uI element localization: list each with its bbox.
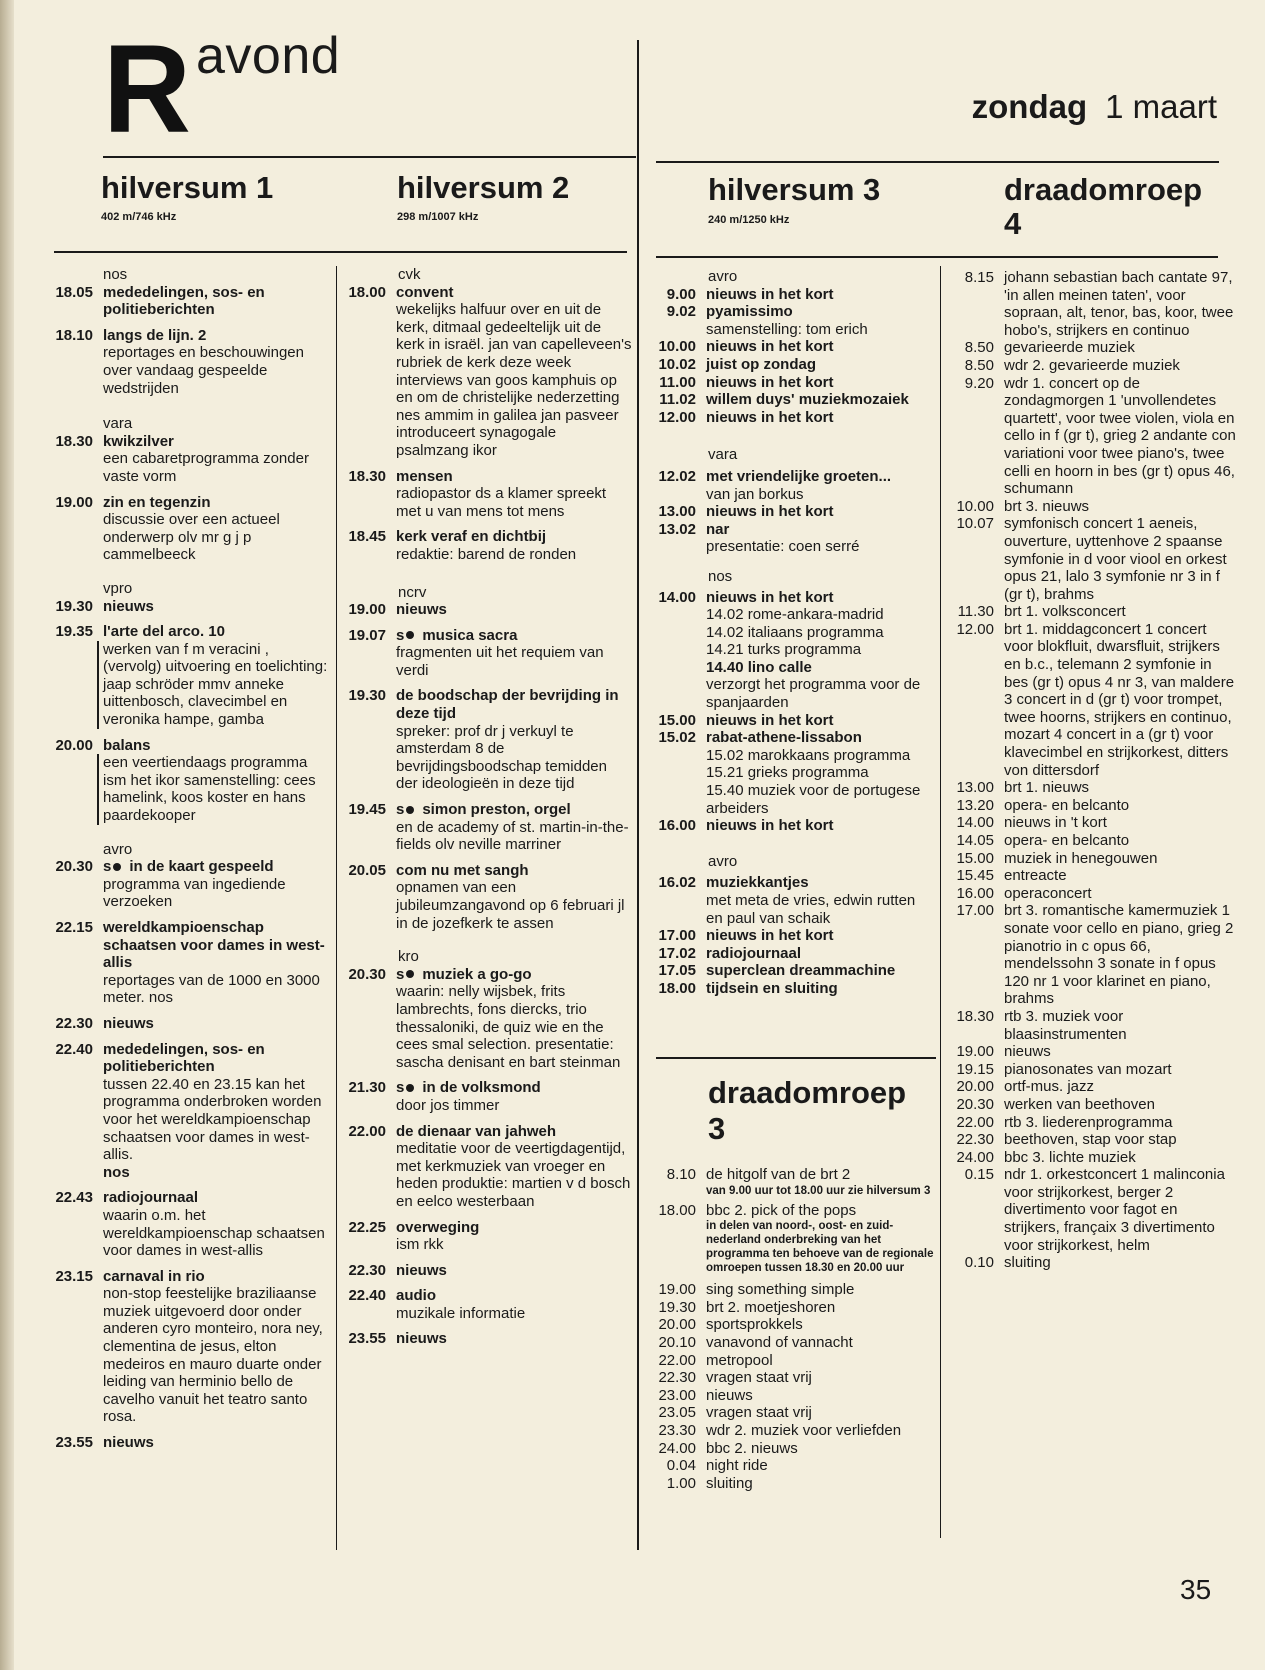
program-entry: 16.02 muziekkantjes met meta de vries, edwin rutten en paul van schaik bbox=[658, 874, 916, 927]
program-entry: 24.00 bbc 2. nieuws bbox=[658, 1439, 798, 1457]
program-entry: 18.30 kwikzilver een cabaretprogramma zonder vaste vorm bbox=[55, 432, 309, 485]
program-entry: 12.02 met vriendelijke groeten... van jan borkus bbox=[658, 467, 892, 503]
program-entry: 19.15 pianosonates van mozart bbox=[956, 1060, 1172, 1078]
program-entry: 13.00 nieuws in het kort bbox=[658, 503, 834, 521]
broadcaster: cvk bbox=[398, 266, 421, 283]
stereo-dot-icon bbox=[113, 863, 121, 871]
program-entry: 15.02 rabat-athene-lissabon 15.02 marokkaans programma 15.21 grieks programma 15.40 muziek voor de portugese arbeiders bbox=[658, 729, 921, 817]
stereo-dot-icon bbox=[406, 970, 414, 978]
program-entry: 22.00 rtb 3. liederenprogramma bbox=[956, 1113, 1173, 1131]
schedule-draadomroep-3 bbox=[656, 1166, 934, 1492]
program-entry: 20.05 com nu met sangh opnamen van een jubileumzangavond op 6 februari jl in de jozefkerk te assen bbox=[348, 861, 625, 932]
program-entry: 0.15 ndr 1. orkestconcert 1 malinconia voor strijkorkest, berger 2 divertimento voor fagot en strijkers, françaix 3 divertimento voor strijkorkest, helm bbox=[964, 1166, 1225, 1254]
program-entry: 18.30 rtb 3. muziek voor blaasinstrumenten bbox=[956, 1007, 1127, 1043]
stereo-dot-icon bbox=[406, 806, 414, 814]
program-entry: 13.00 brt 1. nieuws bbox=[956, 779, 1090, 797]
program-entry: 0.04 night ride bbox=[666, 1457, 768, 1475]
program-entry: 19.00 zin en tegenzin discussie over een actueel onderwerp olv mr g j p cammelbeeck bbox=[55, 493, 280, 564]
col-divider-1 bbox=[336, 266, 337, 1550]
station-title-hilversum-3: hilversum 3 bbox=[708, 172, 881, 207]
program-entry: 19.35 l'arte del arco. 10 werken van f m veracini , (vervolg) uitvoering en toelichting: jaap schröder mmv anneke uittenbosch, clavecimbel en veronika hampe, gamba bbox=[50, 623, 330, 729]
program-entry: 22.25 overweging ism rkk bbox=[348, 1218, 480, 1254]
program-entry: 9.02 pyamissimo samenstelling: tom erich bbox=[666, 303, 868, 338]
program-entry: 18.30 mensen radiopastor ds a klamer spreekt met u van mens tot mens bbox=[348, 467, 607, 520]
program-entry: 22.15 wereldkampioenschap schaatsen voor dames in west-allis reportages van de 1000 en 3000 meter. nos bbox=[55, 919, 325, 1007]
center-divider bbox=[637, 40, 639, 1550]
draadomroep-3-rule bbox=[656, 1057, 936, 1059]
program-entry: 22.30 vragen staat vrij bbox=[658, 1369, 812, 1387]
program-entry: 23.15 carnaval in rio non-stop feestelijke braziliaanse muziek uitgevoerd door onder anderen cyro monteiro, nora ney, clementina de jesus, elton medeiros en mauro duarte onder leiding van herminio bello de cavelho vanuit het teatro santo rosa. bbox=[55, 1267, 323, 1426]
program-entry: 18.00 tijdsein en sluiting bbox=[658, 979, 838, 997]
broadcaster: avro bbox=[708, 268, 738, 285]
program-entry: 8.50 gevarieerde muziek bbox=[964, 339, 1135, 357]
program-entry: 18.45 kerk veraf en dichtbij redaktie: barend de ronden bbox=[348, 528, 577, 563]
stereo-dot-icon bbox=[406, 1084, 414, 1092]
program-entry: 20.00 ortf-mus. jazz bbox=[956, 1078, 1095, 1096]
program-entry: 19.30 de boodschap der bevrijding in deze tijd spreker: prof dr j verkuyl te amsterdam 8 de bevrijdingsboodschap temidden der ideologieën in deze tijd bbox=[348, 687, 619, 793]
program-entry: 19.00 sing something simple bbox=[658, 1281, 855, 1299]
program-entry: 17.00 nieuws in het kort bbox=[658, 927, 834, 945]
header-rule-right bbox=[656, 256, 1218, 258]
program-entry: 22.30 beethoven, stap voor stap bbox=[956, 1131, 1177, 1149]
station-freq-hilversum-1: 402 m/746 kHz bbox=[101, 211, 177, 223]
program-entry: 17.00 brt 3. romantische kamermuziek 1 sonate voor cello en piano, grieg 2 pianotrio in c opus 66, mendelssohn 3 sonate in f opus 120 nr 1 voor klarinet en piano, brahms bbox=[956, 902, 1234, 1008]
program-entry: 16.00 nieuws in het kort bbox=[658, 817, 834, 835]
logo-letter: R bbox=[103, 40, 191, 137]
program-entry: 22.43 radiojournaal waarin o.m. het wereldkampioenschap schaatsen voor dames in west-allis bbox=[55, 1189, 325, 1260]
section-title: avond bbox=[196, 27, 341, 85]
program-entry: 17.05 superclean dreammachine bbox=[658, 962, 896, 980]
broadcaster: ncrv bbox=[398, 583, 427, 601]
program-entry: 22.30 nieuws bbox=[55, 1014, 154, 1032]
stereo-dot-icon bbox=[406, 631, 414, 639]
broadcaster: nos bbox=[708, 567, 733, 585]
program-entry: 13.02 nar presentatie: coen serré bbox=[658, 520, 860, 556]
program-entry: 17.02 radiojournaal bbox=[658, 944, 802, 962]
broadcaster: nos bbox=[103, 266, 128, 283]
program-entry: 20.30 s in de kaart gespeeld programma van ingediende verzoeken bbox=[55, 858, 286, 911]
station-title-draadomroep-3: draadomroep 3 bbox=[708, 1075, 907, 1146]
program-entry: 19.30 nieuws bbox=[55, 597, 154, 615]
broadcaster: vara bbox=[708, 446, 738, 464]
broadcaster: vpro bbox=[103, 579, 133, 597]
program-entry: 10.00 nieuws in het kort bbox=[658, 338, 834, 356]
page-date bbox=[972, 88, 1217, 126]
program-entry: 22.00 metropool bbox=[658, 1351, 773, 1369]
broadcaster: kro bbox=[398, 948, 419, 966]
schedule-hilversum-1 bbox=[50, 266, 330, 1452]
program-entry: 15.00 muziek in henegouwen bbox=[956, 849, 1158, 867]
page-number: 35 bbox=[1180, 1574, 1212, 1605]
program-entry: 19.30 brt 2. moetjeshoren bbox=[658, 1298, 836, 1316]
program-entry: 23.55 nieuws bbox=[55, 1434, 154, 1452]
station-freq-hilversum-2: 298 m/1007 kHz bbox=[397, 211, 479, 223]
r-logo-icon bbox=[103, 40, 191, 137]
program-entry: 8.50 wdr 2. gevarieerde muziek bbox=[964, 356, 1180, 374]
program-entry: 19.07 s musica sacra fragmenten uit het requiem van verdi bbox=[348, 626, 604, 679]
program-entry: 9.00 nieuws in het kort bbox=[666, 285, 834, 303]
program-entry: 18.05 mededelingen, sos- en politieberichten bbox=[55, 283, 265, 319]
date: 1 maart bbox=[1105, 88, 1217, 125]
program-entry: 23.30 wdr 2. muziek voor verliefden bbox=[658, 1421, 902, 1439]
program-entry: 24.00 bbc 3. lichte muziek bbox=[956, 1148, 1136, 1166]
program-entry: 15.00 nieuws in het kort bbox=[658, 711, 834, 729]
program-entry: 14.00 nieuws in 't kort bbox=[956, 814, 1107, 832]
day: zondag bbox=[971, 88, 1088, 125]
top-rule-left bbox=[103, 156, 636, 158]
broadcaster: avro bbox=[708, 852, 738, 870]
station-title-hilversum-1: hilversum 1 bbox=[101, 170, 274, 205]
program-entry: 20.30 s muziek a go-go waarin: nelly wijsbek, frits lambrechts, fons diercks, trio thessaloniki, de quiz wie en the cees smal selection. presentatie: sascha denisant en bart steinman bbox=[348, 965, 621, 1071]
program-entry: 22.40 audio muzikale informatie bbox=[348, 1287, 526, 1322]
program-entry: 15.45 entreacte bbox=[956, 867, 1067, 885]
program-entry: 8.10 de hitgolf van de brt 2 van 9.00 uur tot 18.00 uur zie hilversum 3 bbox=[666, 1166, 931, 1197]
program-entry: 22.00 de dienaar van jahweh meditatie voor de veertigdagentijd, met kerkmuziek van vroeger en heden produktie: martien v d bosch en eelco westerbaan bbox=[348, 1122, 631, 1210]
program-entry: 1.00 sluiting bbox=[666, 1474, 753, 1492]
program-entry: 12.00 nieuws in het kort bbox=[658, 408, 834, 426]
header-rule-left bbox=[54, 251, 627, 253]
program-entry: 18.00 convent wekelijks halfuur over en uit de kerk, ditmaal gedeeltelijk uit de kerk in israël. jan van capelleveen's rubriek de kerk deze week interviews van goos kamphuis op en om de christelijke nederzetting nes ammim in galilea jan pasveer introduceert synagogale psalmzang ikor bbox=[348, 283, 632, 459]
program-entry: 19.00 nieuws bbox=[956, 1043, 1051, 1061]
program-entry: 10.00 brt 3. nieuws bbox=[956, 497, 1090, 515]
schedule-hilversum-2 bbox=[344, 266, 632, 1348]
program-entry: 20.00 sportsprokkels bbox=[658, 1316, 803, 1334]
program-entry: 22.40 mededelingen, sos- en politieberichten tussen 22.40 en 23.15 kan het programma onderbroken worden voor het wereldkampioenschap schaatsen voor dames in west-allis. nos bbox=[55, 1040, 322, 1181]
program-entry: 20.10 vanavond of vannacht bbox=[658, 1333, 853, 1351]
col-divider-3 bbox=[940, 266, 941, 1538]
program-entry: 21.30 s in de volksmond door jos timmer bbox=[348, 1079, 541, 1114]
program-entry: 18.00 bbc 2. pick of the pops in delen van noord-, oost- en zuid-nederland onderbreking van het programma ten behoeve van de regionale omroepen tussen 18.30 en 20.00 uur bbox=[658, 1201, 934, 1275]
program-entry: 22.30 nieuws bbox=[348, 1261, 447, 1279]
program-entry: 12.00 brt 1. middagconcert 1 concert voor blokfluit, dwarsfluit, strijkers en b.c., telemann 2 symfonie in bes (gr t) opus 4 nr 3, van maldere 3 concert in d (gr t) voor trompet, twee hoorns, strijkers en continuo, mozart 4 concert in a (gr t) voor klavecimbel en strijkorkest, ditters von dittersdorf bbox=[956, 620, 1235, 779]
program-entry: 13.20 opera- en belcanto bbox=[956, 796, 1130, 814]
program-entry: 9.20 wdr 1. concert op de zondagmorgen 1 'unvollendetes quartett', voor twee violen, viola en cello in f (gr t), grieg 2 andante con variationi voor twee piano's, twee celli en hoorn in bes (gr t) opus 46, schumann bbox=[964, 374, 1236, 498]
program-entry: 20.30 werken van beethoven bbox=[956, 1095, 1155, 1113]
program-entry: 16.00 operaconcert bbox=[956, 884, 1092, 902]
top-rule-right bbox=[656, 161, 1219, 163]
page-edge bbox=[0, 0, 14, 1670]
program-entry: 23.00 nieuws bbox=[658, 1386, 753, 1404]
program-entry: 18.10 langs de lijn. 2 reportages en beschouwingen over vandaag gespeelde wedstrijden bbox=[55, 326, 304, 397]
program-entry: 23.05 vragen staat vrij bbox=[658, 1404, 812, 1422]
program-entry: 19.00 nieuws bbox=[348, 601, 447, 619]
program-entry: 19.45 s simon preston, orgel en de academy of st. martin-in-the-fields olv neville marriner bbox=[348, 801, 629, 854]
program-entry: 10.02 juist op zondag bbox=[658, 355, 816, 373]
program-entry: 14.00 nieuws in het kort 14.02 rome-ankara-madrid 14.02 italiaans programma 14.21 turks programma 14.40 lino calle verzorgt het programma voor de spanjaarden bbox=[658, 588, 921, 712]
program-entry: 11.00 nieuws in het kort bbox=[659, 373, 834, 391]
schedule-draadomroep-4 bbox=[946, 269, 1236, 1272]
program-entry: 11.02 willem duys' muziekmozaiek bbox=[659, 391, 909, 409]
station-freq-hilversum-3: 240 m/1250 kHz bbox=[708, 214, 790, 226]
program-entry: 20.00 balans een veertiendaags programma ism het ikor samenstelling: cees hamelink, koos koster en hans paardekooper bbox=[50, 737, 330, 825]
program-entry: 14.05 opera- en belcanto bbox=[956, 832, 1130, 849]
program-entry: 10.07 symfonisch concert 1 aeneis, ouverture, uyttenhove 2 spaanse symfonie in d voor viool en orkest opus 21, lalo 3 symfonie nr 3 in f (gr t), brahms bbox=[956, 515, 1227, 603]
program-entry: 0.10 sluiting bbox=[964, 1254, 1051, 1272]
broadcaster: vara bbox=[103, 415, 133, 433]
broadcaster: avro bbox=[103, 840, 133, 858]
program-entry: 23.55 nieuws bbox=[348, 1330, 447, 1348]
schedule-hilversum-3 bbox=[656, 268, 934, 998]
program-entry: 11.30 brt 1. volksconcert bbox=[957, 603, 1126, 621]
station-title-draadomroep-4: draadomroep 4 bbox=[1004, 172, 1203, 241]
program-entry: 8.15 johann sebastian bach cantate 97, 'in allen meinen taten', voor sopraan, alt, tenor, bas, koor, twee hobo's, strijkers en continuo bbox=[964, 269, 1234, 339]
station-title-hilversum-2: hilversum 2 bbox=[397, 170, 570, 205]
